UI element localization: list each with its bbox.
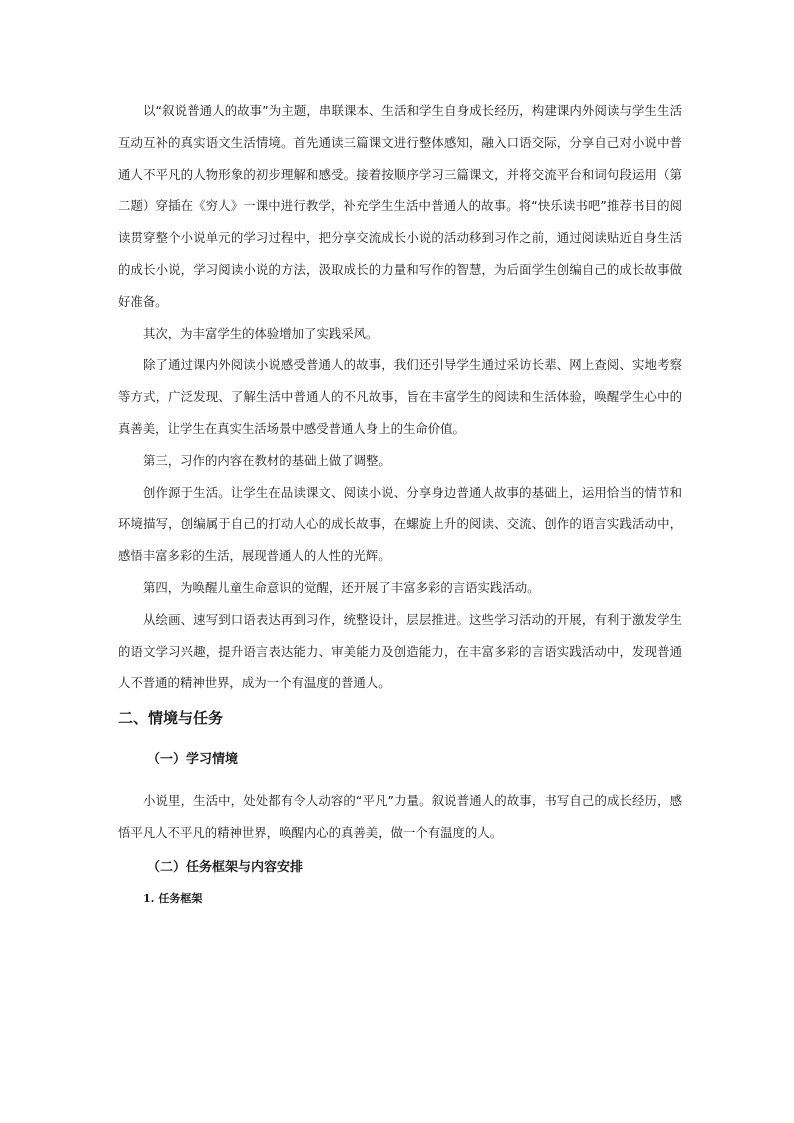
paragraph-learning-context: 小说里，生活中，处处都有令人动容的“平凡”力量。叙说普通人的故事，书写自己的成长经历，感悟平凡人不平凡的精神世界，唤醒内心的真善美，做一个有温度的人。 (118, 793, 682, 840)
paragraph-creation: 创作源于生活。让学生在品读课文、阅读小说、分享身边普通人故事的基础上，运用恰当的情节和环境描写，创编属于自己的打动人心的成长故事，在螺旋上升的阅读、交流、创作的语言实践活动中，感悟丰富多彩的生活，展现普通人的人性的光辉。 (118, 484, 682, 564)
paragraph-second-point: 其次，为丰富学生的体验增加了实践采风。 (143, 325, 379, 341)
item-heading-task-framework: 1. 任务框架 (143, 891, 203, 905)
document-page (118, 95, 682, 913)
paragraph-theme: 以“叙说普通人的故事”为主题，串联课本、生活和学生自身成长经历，构建课内外阅读与学生生活互动互补的真实语文生活情境。首先通读三篇课文进行整体感知，融入口语交际，分享自己对小说中普通人不平凡的人物形象的初步理解和感受。接着按顺序学习三篇课文，并将交流平台和词句段运用（第二题）穿插在《穷人》一课中进行教学，补充学生生活中普通人的故事。将“快乐读书吧”推荐书目的阅读贯穿整个小说单元的学习过程中，把分享交流成长小说的活动移到习作之前，通过阅读贴近自身生活的成长小说，学习阅读小说的方法，汲取成长的力量和写作的智慧，为后面学生创编自己的成长故事做好准备。 (118, 103, 682, 309)
subsection-heading-task-framework: （二）任务框架与内容安排 (147, 859, 304, 875)
paragraph-third-point: 第三，习作的内容在教材的基础上做了调整。 (143, 452, 391, 468)
section-heading: 二、情境与任务 (118, 709, 224, 728)
subsection-heading-learning-context: （一）学习情境 (147, 752, 239, 768)
paragraph-activities: 从绘画、速写到口语表达再到习作，统整设计，层层推进。这些学习活动的开展，有利于激发学生的语文学习兴趣，提升语言表达能力、审美能力及创造能力，在丰富多彩的言语实践活动中，发现普通人不普通的精神世界，成为一个有温度的普通人。 (118, 611, 682, 691)
paragraph-fourth-point: 第四，为唤醒儿童生命意识的觉醒，还开展了丰富多彩的言语实践活动。 (143, 579, 540, 595)
paragraph-practice: 除了通过课内外阅读小说感受普通人的故事，我们还引导学生通过采访长辈、网上查阅、实地考察等方式，广泛发现、了解生活中普通人的不凡故事，旨在丰富学生的阅读和生活体验，唤醒学生心中的真善美，让学生在真实生活场景中感受普通人身上的生命价值。 (118, 357, 682, 436)
